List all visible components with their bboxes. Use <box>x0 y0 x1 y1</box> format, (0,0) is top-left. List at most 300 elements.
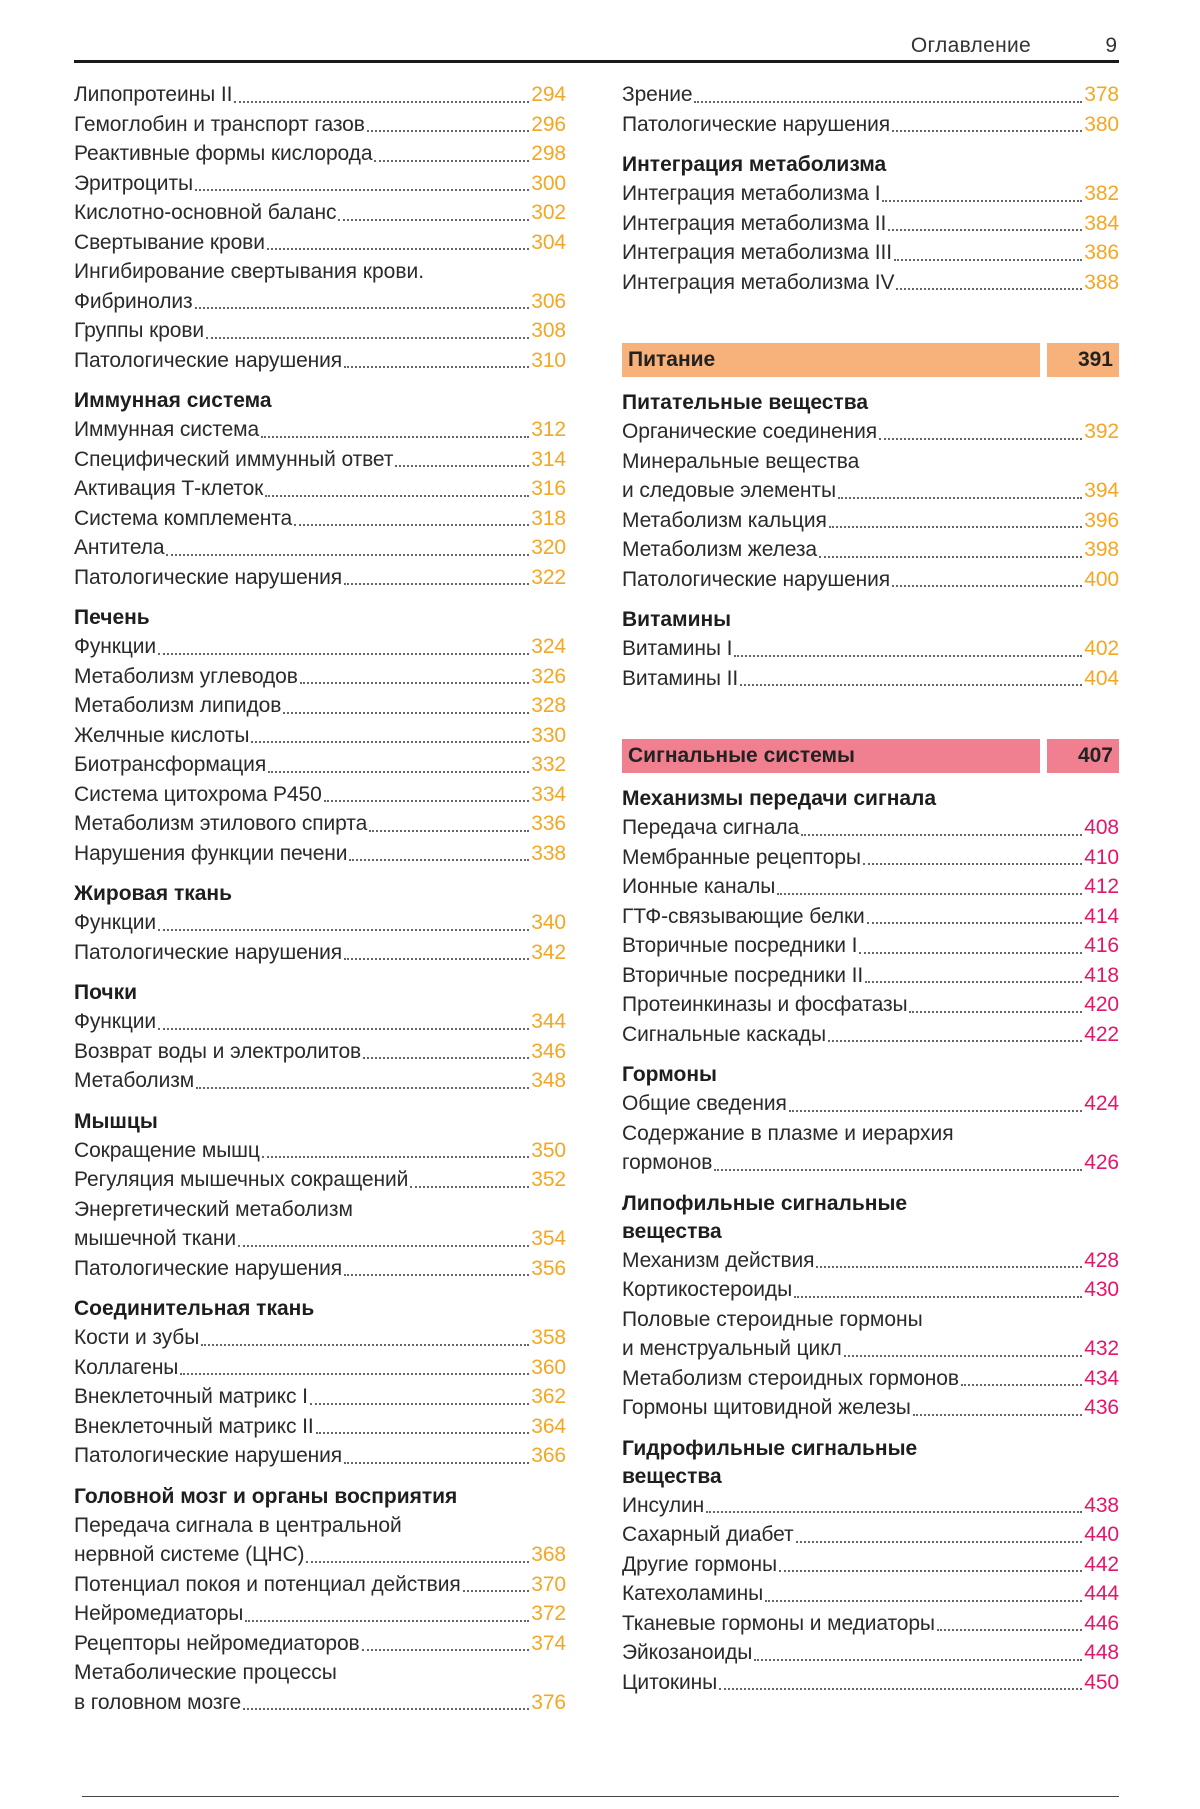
dot-leader <box>344 1272 529 1276</box>
dot-leader <box>865 979 1082 983</box>
dot-leader <box>344 364 529 368</box>
dot-leader <box>262 1154 529 1158</box>
toc-entry[interactable] <box>622 1393 1119 1423</box>
toc-entry-page: 436 <box>1084 1396 1119 1419</box>
dot-leader <box>863 861 1082 865</box>
toc-entry-text: Сахарный диабет <box>622 1523 794 1546</box>
section-title-continued: вещества <box>622 1219 722 1243</box>
dot-leader <box>349 857 529 861</box>
toc-entry[interactable] <box>622 1119 1119 1178</box>
toc-section <box>74 1295 566 1471</box>
toc-entry[interactable] <box>622 1579 1119 1609</box>
dot-leader <box>306 1559 529 1563</box>
toc-entry[interactable] <box>74 415 566 445</box>
toc-entry[interactable] <box>74 1254 566 1284</box>
page-header <box>74 28 1119 63</box>
toc-entry[interactable] <box>622 1668 1119 1698</box>
toc-entry-text: Система комплемента <box>74 506 293 530</box>
toc-entry[interactable] <box>622 961 1119 991</box>
dot-leader <box>777 891 1082 895</box>
section-title: Иммунная система <box>74 389 272 412</box>
dot-leader <box>829 524 1082 528</box>
toc-entry-page: 404 <box>1084 666 1119 690</box>
toc-entry-text: Интеграция метаболизма I <box>622 182 881 205</box>
toc-entry[interactable] <box>622 1609 1119 1639</box>
toc-entry[interactable] <box>74 1412 566 1442</box>
dot-leader <box>819 554 1082 558</box>
dot-leader <box>867 920 1083 924</box>
chapter-title: Питание <box>622 343 1040 377</box>
chapter-page-number: 407 <box>1047 739 1119 773</box>
dot-leader <box>195 187 529 191</box>
toc-entry[interactable] <box>622 1550 1119 1580</box>
toc-entry-page: 330 <box>531 723 566 747</box>
toc-entry-text: Содержание в плазме и иерархия <box>622 1121 954 1145</box>
dot-leader <box>245 1618 529 1622</box>
toc-entry[interactable] <box>74 780 566 810</box>
toc-entry-text: Метаболические процессы <box>74 1661 337 1684</box>
toc-entry-page: 386 <box>1084 241 1119 264</box>
toc-entry[interactable] <box>622 1020 1119 1050</box>
dot-leader <box>283 710 529 714</box>
dot-leader <box>206 335 529 339</box>
toc-entry[interactable] <box>74 938 566 968</box>
toc-entry[interactable] <box>622 179 1119 209</box>
toc-entry-page: 440 <box>1084 1523 1119 1546</box>
toc-entry-text: Витамины I <box>622 637 733 660</box>
chapter-bar-nutrition[interactable] <box>622 343 1119 377</box>
toc-entry-page: 310 <box>531 348 566 372</box>
dot-leader <box>892 128 1082 132</box>
toc-entry-text-continued: нервной системе (ЦНС) <box>74 1543 305 1566</box>
toc-entry-text: Вторичные посредники II <box>622 963 864 987</box>
toc-entry-page: 418 <box>1084 963 1119 987</box>
dot-leader <box>719 1686 1082 1690</box>
dot-leader <box>706 1509 1082 1513</box>
toc-entry-text: Интеграция метаболизма IV <box>622 270 895 294</box>
toc-entry[interactable] <box>622 872 1119 902</box>
toc-entry-text: Желчные кислоты <box>74 723 250 747</box>
toc-entry-page: 328 <box>531 694 566 717</box>
dot-leader <box>324 798 530 802</box>
toc-entry[interactable] <box>74 228 566 258</box>
toc-entry-page: 392 <box>1084 420 1119 443</box>
toc-entry-page: 368 <box>531 1543 566 1566</box>
toc-entry-page: 426 <box>1084 1151 1119 1174</box>
toc-entry[interactable] <box>74 80 566 110</box>
toc-entry-text: Биотрансформация <box>74 753 267 776</box>
section-title: Головной мозг и органы восприятия <box>74 1484 458 1508</box>
toc-entry-page: 352 <box>531 1168 566 1191</box>
toc-entry[interactable] <box>622 931 1119 961</box>
toc-entry-row <box>622 1148 1119 1178</box>
toc-entry-text: Патологические нарушения <box>74 1256 343 1280</box>
toc-entry-text: Метаболизм этилового спирта <box>74 812 368 835</box>
toc-entry[interactable] <box>622 1305 1119 1364</box>
dot-leader <box>261 434 529 438</box>
toc-entry-text: Активация Т-клеток <box>74 477 264 500</box>
toc-entry[interactable] <box>74 809 566 839</box>
toc-entry[interactable] <box>622 843 1119 873</box>
toc-entry-text: Иммунная система <box>74 418 260 441</box>
toc-entry-row <box>74 1688 566 1718</box>
toc-entry[interactable] <box>74 563 566 593</box>
toc-entry[interactable] <box>74 908 566 938</box>
toc-entry-text: Реактивные формы кислорода <box>74 142 373 165</box>
dot-leader <box>374 158 529 162</box>
section-title: Жировая ткань <box>74 882 233 905</box>
dot-leader <box>316 1430 530 1434</box>
toc-section <box>622 80 1119 139</box>
toc-entry-text: Регуляция мышечных сокращений <box>74 1168 409 1191</box>
toc-entry-row <box>622 1334 1119 1364</box>
toc-entry-page: 304 <box>531 230 566 254</box>
dot-leader <box>158 1026 529 1030</box>
toc-entry-page: 372 <box>531 1602 566 1625</box>
toc-entry-page: 312 <box>531 418 566 441</box>
dot-leader <box>789 1108 1082 1112</box>
dot-leader <box>892 583 1082 587</box>
toc-entry-row <box>622 476 1119 506</box>
toc-entry[interactable] <box>74 504 566 534</box>
toc-entry-text: Интеграция метаболизма III <box>622 241 892 264</box>
toc-entry-text: Половые стероидные гормоны <box>622 1307 923 1331</box>
toc-entry[interactable] <box>74 169 566 199</box>
toc-section <box>622 1435 1119 1698</box>
toc-entry[interactable] <box>622 238 1119 268</box>
toc-entry-page: 394 <box>1084 479 1119 502</box>
section-title: Гормоны <box>622 1063 717 1086</box>
toc-entry-row <box>74 1540 566 1570</box>
toc-entry-page: 332 <box>531 753 566 776</box>
toc-entry-page: 398 <box>1084 538 1119 561</box>
toc-entry-page: 370 <box>531 1572 566 1596</box>
toc-section <box>622 151 1119 297</box>
dot-leader <box>267 246 529 250</box>
toc-entry-page: 408 <box>1084 816 1119 839</box>
toc-section <box>622 1190 1119 1423</box>
dot-leader <box>344 1460 529 1464</box>
section-title: Соединительная ткань <box>74 1297 315 1320</box>
toc-entry-text: Нарушения функции печени <box>74 841 348 865</box>
toc-entry-text-continued: и менструальный цикл <box>622 1337 842 1360</box>
toc-entry-text: Метаболизм кальция <box>622 508 827 532</box>
toc-entry[interactable] <box>622 1638 1119 1668</box>
dot-leader <box>310 1401 529 1405</box>
toc-entry-page: 396 <box>1084 508 1119 532</box>
dot-leader <box>828 1038 1082 1042</box>
toc-entry-page: 354 <box>531 1227 566 1250</box>
toc-entry-page: 428 <box>1084 1248 1119 1272</box>
toc-entry-page: 376 <box>531 1690 566 1714</box>
toc-entry-text: Тканевые гормоны и медиаторы <box>622 1611 935 1635</box>
toc-entry-text: Свертывание крови <box>74 230 265 254</box>
toc-entry-page: 324 <box>531 635 566 658</box>
toc-entry-text: Гемоглобин и транспорт газов <box>74 112 365 136</box>
dot-leader <box>859 950 1082 954</box>
toc-entry-text: Патологические нарушения <box>74 348 343 372</box>
dot-leader <box>888 227 1082 231</box>
toc-entry-text: Липопротеины II <box>74 83 233 106</box>
toc-entry[interactable] <box>74 346 566 376</box>
toc-entry[interactable] <box>622 447 1119 506</box>
toc-entry[interactable] <box>74 110 566 140</box>
toc-entry[interactable] <box>74 198 566 228</box>
dot-leader <box>754 1657 1082 1661</box>
section-title: Печень <box>74 606 150 629</box>
toc-entry[interactable] <box>74 1599 566 1629</box>
toc-left-column <box>74 80 566 1717</box>
dot-leader <box>779 1568 1082 1572</box>
toc-entry-page: 294 <box>531 83 566 106</box>
toc-entry[interactable] <box>622 565 1119 595</box>
toc-entry[interactable] <box>74 1323 566 1353</box>
toc-entry-page: 374 <box>531 1631 566 1655</box>
toc-entry-page: 322 <box>531 565 566 589</box>
toc-entry[interactable] <box>74 1382 566 1412</box>
toc-entry[interactable] <box>74 1658 566 1717</box>
toc-entry-page: 422 <box>1084 1022 1119 1046</box>
dot-leader <box>410 1184 529 1188</box>
toc-entry-text: Сокращение мышц <box>74 1138 260 1162</box>
toc-entry-page: 350 <box>531 1138 566 1162</box>
dot-leader <box>896 286 1082 290</box>
toc-entry-text: Сигнальные каскады <box>622 1022 826 1046</box>
signal-sections <box>622 785 1119 1697</box>
toc-entry-page: 380 <box>1084 112 1119 136</box>
toc-entry[interactable] <box>74 1007 566 1037</box>
section-title: Интеграция метаболизма <box>622 153 887 176</box>
dot-leader <box>362 1647 530 1651</box>
toc-entry-text: Патологические нарушения <box>622 112 891 136</box>
toc-entry-page: 384 <box>1084 211 1119 235</box>
dot-leader <box>251 739 529 743</box>
toc-entry-page: 342 <box>531 940 566 964</box>
toc-entry-text: Вторичные посредники I <box>622 934 858 957</box>
dot-leader <box>463 1588 530 1592</box>
toc-entry[interactable] <box>74 139 566 169</box>
toc-entry-row <box>74 1224 566 1254</box>
toc-entry[interactable] <box>74 1165 566 1195</box>
toc-entry-text-continued: Фибринолиз <box>74 289 193 313</box>
toc-entry-page: 382 <box>1084 182 1119 205</box>
toc-entry-text: Внеклеточный матрикс I <box>74 1385 308 1408</box>
toc-entry[interactable] <box>622 1520 1119 1550</box>
toc-entry-text: Коллагены <box>74 1355 179 1379</box>
toc-entry[interactable] <box>622 1275 1119 1305</box>
toc-entry[interactable] <box>622 506 1119 536</box>
toc-entry-text: Витамины II <box>622 666 739 690</box>
toc-entry-text: Патологические нарушения <box>74 565 343 589</box>
toc-entry[interactable] <box>74 1511 566 1570</box>
dot-leader <box>694 99 1082 103</box>
toc-entry-text: Интеграция метаболизма II <box>622 211 887 235</box>
section-title: Гидрофильные сигнальные <box>622 1436 918 1460</box>
toc-entry-text: ГТФ-связывающие белки <box>622 904 865 928</box>
toc-entry-page: 348 <box>531 1069 566 1092</box>
dot-leader <box>913 1412 1083 1416</box>
toc-entry-page: 340 <box>531 911 566 934</box>
toc-entry-text: Гормоны щитовидной железы <box>622 1396 911 1419</box>
toc-entry[interactable] <box>74 1066 566 1096</box>
toc-entry-page: 338 <box>531 841 566 865</box>
toc-entry[interactable] <box>74 839 566 869</box>
toc-entry[interactable] <box>74 1195 566 1254</box>
section-title: Липофильные сигнальные <box>622 1191 908 1215</box>
toc-entry[interactable] <box>74 1353 566 1383</box>
toc-entry-page: 356 <box>531 1256 566 1280</box>
toc-entry[interactable] <box>622 1364 1119 1394</box>
toc-entry-text: Механизм действия <box>622 1248 815 1272</box>
toc-entry[interactable] <box>74 632 566 662</box>
dot-leader <box>238 1243 529 1247</box>
toc-section <box>74 880 566 967</box>
toc-entry[interactable] <box>622 990 1119 1020</box>
toc-entry[interactable] <box>74 1570 566 1600</box>
dot-leader <box>265 493 529 497</box>
toc-entry-page: 432 <box>1084 1337 1119 1360</box>
toc-entry-text: Метаболизм железа <box>622 538 818 561</box>
dot-leader <box>879 436 1082 440</box>
toc-entry[interactable] <box>74 721 566 751</box>
toc-entry-text: Кислотно-основной баланс <box>74 201 337 224</box>
dot-leader <box>234 99 529 103</box>
header-page-number: 9 <box>1105 34 1117 57</box>
dot-leader <box>894 257 1082 261</box>
toc-entry[interactable] <box>74 474 566 504</box>
toc-entry-text: Группы крови <box>74 319 205 342</box>
toc-entry-text-continued: мышечной ткани <box>74 1227 237 1250</box>
toc-entry[interactable] <box>74 1136 566 1166</box>
toc-entry[interactable] <box>622 813 1119 843</box>
toc-entry-page: 318 <box>531 506 566 530</box>
dot-leader <box>765 1598 1082 1602</box>
toc-entry-page: 300 <box>531 171 566 195</box>
dot-leader <box>734 653 1082 657</box>
toc-entry-page: 420 <box>1084 993 1119 1016</box>
toc-entry-text: Метаболизм углеводов <box>74 664 298 688</box>
toc-entry-text: Функции <box>74 635 157 658</box>
toc-entry-text: Специфический иммунный ответ <box>74 447 394 471</box>
toc-entry-page: 378 <box>1084 83 1119 106</box>
toc-entry[interactable] <box>622 664 1119 694</box>
toc-entry-page: 434 <box>1084 1366 1119 1390</box>
toc-entry-page: 438 <box>1084 1493 1119 1517</box>
toc-entry[interactable] <box>622 1089 1119 1119</box>
toc-entry[interactable] <box>622 268 1119 298</box>
dot-leader <box>268 769 529 773</box>
toc-entry-text: Энергетический метаболизм <box>74 1197 353 1221</box>
toc-entry[interactable] <box>622 902 1119 932</box>
chapter-bar-signal-systems[interactable] <box>622 739 1119 773</box>
toc-entry-page: 360 <box>531 1355 566 1379</box>
dot-leader <box>882 198 1082 202</box>
toc-entry-page: 448 <box>1084 1641 1119 1664</box>
toc-entry[interactable] <box>622 535 1119 565</box>
toc-right-column <box>622 80 1119 1697</box>
toc-entry[interactable] <box>74 691 566 721</box>
toc-section <box>622 389 1119 594</box>
dot-leader <box>816 1264 1082 1268</box>
dot-leader <box>180 1371 529 1375</box>
toc-entry[interactable] <box>74 662 566 692</box>
toc-entry-page: 316 <box>531 477 566 500</box>
toc-entry[interactable] <box>622 1491 1119 1521</box>
toc-section <box>74 1483 566 1718</box>
toc-entry-text: Патологические нарушения <box>622 567 891 591</box>
dot-leader <box>363 1055 529 1059</box>
dot-leader <box>838 495 1082 499</box>
dot-leader <box>796 1539 1083 1543</box>
toc-entry[interactable] <box>74 533 566 563</box>
toc-entry-text: Минеральные вещества <box>622 449 860 473</box>
dot-leader <box>158 927 529 931</box>
toc-entry[interactable] <box>74 257 566 316</box>
toc-entry-page: 366 <box>531 1444 566 1467</box>
dot-leader <box>294 522 529 526</box>
toc-entry-text-continued: в головном мозге <box>74 1690 242 1714</box>
dot-leader <box>844 1353 1083 1357</box>
toc-entry[interactable] <box>622 80 1119 110</box>
toc-entry-page: 450 <box>1084 1670 1119 1694</box>
dot-leader <box>801 832 1082 836</box>
toc-entry-text: Потенциал покоя и потенциал действия <box>74 1572 461 1596</box>
toc-entry-page: 298 <box>531 142 566 165</box>
toc-entry-page: 400 <box>1084 567 1119 591</box>
toc-entry[interactable] <box>74 316 566 346</box>
toc-entry[interactable] <box>74 1037 566 1067</box>
dot-leader <box>395 463 529 467</box>
toc-entry[interactable] <box>622 417 1119 447</box>
toc-entry-text: Рецепторы нейромедиаторов <box>74 1631 360 1655</box>
toc-entry-page: 308 <box>531 319 566 342</box>
toc-entry-page: 424 <box>1084 1092 1119 1115</box>
toc-entry-text: Внеклеточный матрикс II <box>74 1414 314 1438</box>
dot-leader <box>195 305 530 309</box>
toc-entry[interactable] <box>622 209 1119 239</box>
toc-entry[interactable] <box>74 1629 566 1659</box>
toc-entry-text: Протеинкиназы и фосфатазы <box>622 993 908 1016</box>
toc-section <box>622 606 1119 693</box>
toc-entry-page: 314 <box>531 447 566 471</box>
toc-entry-page: 326 <box>531 664 566 688</box>
toc-entry-text: Кортикостероиды <box>622 1278 793 1301</box>
toc-section <box>622 785 1119 1049</box>
toc-right-top-sections <box>622 80 1119 297</box>
dot-leader <box>196 1085 529 1089</box>
toc-entry-text: Метаболизм стероидных гормонов <box>622 1366 959 1390</box>
toc-entry-page: 446 <box>1084 1611 1119 1635</box>
toc-entry-text: Кости и зубы <box>74 1326 200 1349</box>
chapter-title: Сигнальные системы <box>622 739 1040 773</box>
toc-entry[interactable] <box>74 445 566 475</box>
toc-entry-page: 334 <box>531 782 566 806</box>
dot-leader <box>243 1706 529 1710</box>
toc-entry[interactable] <box>622 1246 1119 1276</box>
toc-entry[interactable] <box>622 110 1119 140</box>
dot-leader <box>794 1294 1082 1298</box>
dot-leader <box>344 956 529 960</box>
toc-entry-text: Мембранные рецепторы <box>622 845 861 869</box>
toc-entry[interactable] <box>74 750 566 780</box>
toc-entry[interactable] <box>74 1441 566 1471</box>
toc-entry-page: 442 <box>1084 1552 1119 1576</box>
toc-entry[interactable] <box>622 634 1119 664</box>
dot-leader <box>961 1382 1082 1386</box>
toc-entry-page: 412 <box>1084 875 1119 898</box>
toc-entry-text: Нейромедиаторы <box>74 1602 244 1625</box>
dot-leader <box>367 128 530 132</box>
